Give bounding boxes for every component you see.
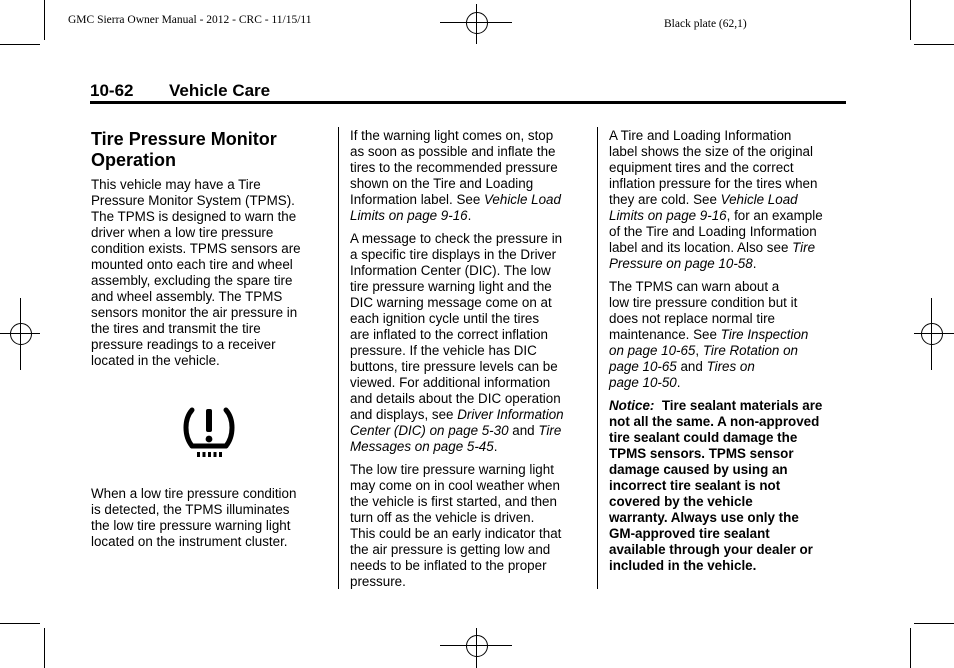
cross-reference-link[interactable]: Tire Inspection	[720, 327, 809, 342]
cross-reference-link[interactable]: Tire	[792, 240, 816, 255]
paragraph: The low tire pressure warning light may come on in cool weather when the vehicle is first started, and then turn off as the vehicle is driven. This could be an early indicator that the air pressure is getting low and needs to be inflated to the proper pressure.	[350, 462, 562, 589]
cross-reference-link[interactable]: Center (DIC) on page 5-30	[350, 423, 509, 438]
crop-mark	[914, 623, 954, 624]
cross-reference-link[interactable]: Driver Information	[457, 407, 564, 422]
crop-mark	[910, 628, 911, 668]
cross-reference-link[interactable]: Vehicle Load	[720, 192, 798, 207]
column-2	[350, 128, 590, 597]
column-1-lower	[91, 486, 331, 557]
column-3	[609, 128, 849, 581]
cross-reference-link[interactable]: page 10-50	[609, 375, 677, 390]
paragraph: If the warning light comes on, stop as soon as possible and inflate the tires to the recommended pressure shown on the Tire and Loading Information label. See Vehicle Load Limits on page 9-16.	[350, 128, 561, 223]
plate-info-left: GMC Sierra Owner Manual - 2012 - CRC - 11/15/11	[68, 14, 312, 26]
cross-reference-link[interactable]: Tires on	[706, 359, 755, 374]
paragraph: This vehicle may have a Tire Pressure Monitor System (TPMS). The TPMS is designed to warn the driver when a low tire pressure condition exists. TPMS sensors are mounted onto each tire and wheel assembly, excluding the spare tire and wheel assembly. The TPMS sensors monitor the air pressure in the tires and transmit the tire pressure readings to a receiver located in the vehicle.	[91, 177, 301, 368]
cross-reference-link[interactable]: Pressure on page 10-58	[609, 256, 753, 271]
column-rule	[338, 127, 339, 589]
cross-reference-link[interactable]: Messages on page 5-45	[350, 439, 494, 454]
paragraph: When a low tire pressure condition is detected, the TPMS illuminates the low tire pressure warning light located on the instrument cluster.	[91, 486, 297, 549]
crop-mark	[44, 0, 45, 40]
section-title: Vehicle Care	[169, 81, 271, 100]
paragraph: A Tire and Loading Information label shows the size of the original equipment tires and the correct inflation pressure for the tires when they are cold. See Vehicle Load Limits on page 9-16, for an example of the Tire and Loading Information label and its location. Also see Tire Pressure on page 10-58.	[609, 128, 823, 271]
cross-reference-link[interactable]: Vehicle Load	[484, 192, 561, 207]
plate-info-right: Black plate (62,1)	[664, 18, 747, 30]
column-1	[91, 129, 331, 376]
cross-reference-link[interactable]: page 10-65	[609, 359, 677, 374]
cross-reference-link[interactable]: Limits on page 9-16	[350, 208, 468, 223]
crop-mark	[910, 0, 911, 40]
cross-reference-link[interactable]: Limits on page 9-16	[609, 208, 727, 223]
header-rule	[90, 101, 846, 104]
crop-mark	[914, 44, 954, 45]
notice: Notice: Tire sealant materials are not all the same. A non-approved tire sealant could damage the TPMS sensors. TPMS sensor damage caused by using an incorrect tire sealant is not covered by the vehicle warranty. Always use only the GM-approved tire sealant available through your dealer or included in the vehicle.	[609, 398, 823, 573]
crop-mark	[0, 44, 40, 45]
column-rule	[597, 127, 598, 589]
paragraph: A message to check the pressure in a specific tire displays in the Driver Information Center (DIC). The low tire pressure warning light and the DIC warning message come on at each ignition cycle until the tires are inflated to the correct inflation pressure. If the vehicle has DIC buttons, tire pressure levels can be viewed. For additional information and details about the DIC operation and displays, see Driver Information Center (DIC) on page 5-30 and Tire Messages on page 5-45.	[350, 231, 564, 454]
tire-pressure-warning-icon	[180, 403, 238, 466]
cross-reference-link[interactable]: Tire Rotation on	[702, 343, 798, 358]
cross-reference-link[interactable]: Tire	[538, 423, 562, 438]
page-number: 10-62	[90, 81, 134, 100]
crop-mark	[0, 623, 40, 624]
cross-reference-link[interactable]: on page 10-65	[609, 343, 696, 358]
notice-label: Notice:	[609, 398, 655, 413]
paragraph: The TPMS can warn about a low tire pressure condition but it does not replace normal tire maintenance. See Tire Inspection on page 10-65, Tire Rotation on page 10-65 and Tires on page 10-50.	[609, 279, 809, 390]
crop-mark	[44, 628, 45, 668]
article-title: Tire Pressure Monitor Operation	[91, 129, 277, 170]
